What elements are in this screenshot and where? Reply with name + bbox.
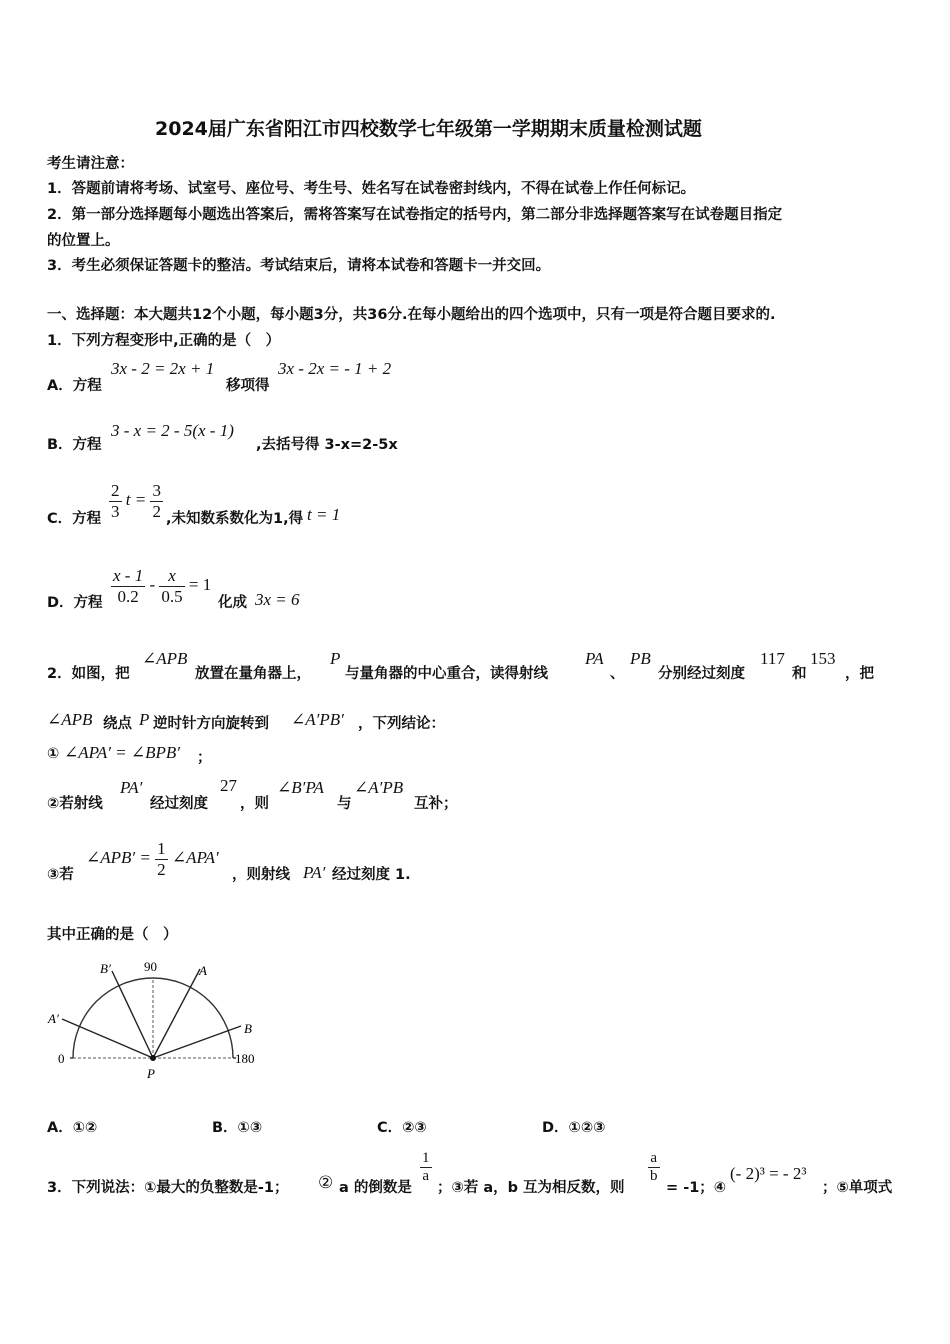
q2-c3-a: ③若 bbox=[47, 867, 74, 883]
label-b-prime: B′ bbox=[100, 961, 111, 976]
q1-option-c-expr bbox=[109, 481, 163, 521]
q1-option-c-rest: ,未知数系数化为1,得 bbox=[166, 511, 304, 527]
q1-option-d-expr bbox=[111, 566, 211, 606]
c-frac2-den: 2 bbox=[152, 501, 161, 521]
c-frac1-num: 2 bbox=[111, 481, 120, 500]
q3-frac-a-over-b bbox=[648, 1150, 660, 1186]
c3-rhs: ∠APA′ bbox=[171, 847, 219, 867]
label-90: 90 bbox=[144, 959, 157, 974]
q2-c1-circ: ① bbox=[47, 746, 60, 762]
q2-l2-c: ，下列结论： bbox=[358, 716, 445, 732]
q1-option-b-rest: ,去括号得 3-x=2-5x bbox=[256, 437, 398, 453]
q3-part-e: = -1；④ bbox=[666, 1180, 727, 1196]
q2-part3: 与量角器的中心重合，读得射线 bbox=[345, 666, 548, 682]
q1-option-a-eq1: 3x - 2 = 2x + 1 bbox=[111, 359, 215, 378]
c-mid: t = bbox=[125, 489, 147, 509]
ray-pb bbox=[153, 1026, 241, 1058]
q2-c3-pa: PA′ bbox=[303, 863, 326, 882]
ray-pb-prime bbox=[112, 971, 153, 1058]
q1-option-a-label: A．方程 bbox=[47, 378, 102, 394]
q2-c3-b: ，则射线 bbox=[232, 867, 290, 883]
q1-option-d-rest: 化成 bbox=[218, 595, 247, 611]
q2-c2-value-27: 27 bbox=[220, 776, 237, 795]
q2-c2-c: ，则 bbox=[240, 796, 269, 812]
q2-c2-ang2: ∠A′PB bbox=[354, 778, 404, 797]
c3-frac-num: 1 bbox=[157, 839, 166, 858]
d-minus: - bbox=[149, 574, 156, 594]
q1-option-c-label: C．方程 bbox=[47, 511, 102, 527]
q2-option-c: C．②③ bbox=[377, 1120, 427, 1136]
q2-which: 其中正确的是（ ） bbox=[47, 927, 178, 943]
q2-option-a: A．①② bbox=[47, 1120, 98, 1136]
q2-angle-apb: ∠APB bbox=[142, 649, 188, 668]
page-title: 2024届广东省阳江市四校数学七年级第一学期期末质量检测试题 bbox=[155, 118, 702, 140]
label-0: 0 bbox=[58, 1051, 65, 1066]
section-header: 一、选择题：本大题共12个小题，每小题3分，共36分.在每小题给出的四个选项中，只有一项是符合题目要求的. bbox=[47, 307, 776, 323]
q2-c3-c: 经过刻度 1. bbox=[332, 867, 411, 883]
d-frac1-num: x - 1 bbox=[113, 566, 144, 585]
q2-option-d: D．①②③ bbox=[542, 1120, 606, 1136]
q2-value-153: 153 bbox=[810, 649, 836, 668]
q3-g-num: a bbox=[648, 1150, 660, 1168]
q2-c2-pa: PA′ bbox=[120, 778, 143, 797]
notice-item-2a: 2．第一部分选择题每小题选出答案后，需将答案写在试卷指定的括号内，第二部分非选择题答案写在试卷题目指定 bbox=[47, 207, 783, 223]
q2-l2-b: 逆时针方向旋转到 bbox=[153, 716, 269, 732]
q2-c2-e: 互补； bbox=[414, 796, 458, 812]
q2-part4: 分别经过刻度 bbox=[658, 666, 745, 682]
q2-part1: 2．如图，把 bbox=[47, 666, 130, 682]
q2-l2-p: P bbox=[139, 710, 150, 729]
q2-point-p: P bbox=[330, 649, 341, 668]
ray-pa bbox=[153, 969, 200, 1058]
q1-option-d-result: 3x = 6 bbox=[255, 590, 300, 609]
q2-c1-eq: ∠APA′ = ∠BPB′ bbox=[64, 743, 181, 762]
q3-part-a: 3．下列说法：①最大的负整数是-1； bbox=[47, 1180, 289, 1196]
q2-c1-end: ； bbox=[197, 750, 212, 766]
q2-sep: 、 bbox=[610, 666, 625, 682]
q1-option-d-label: D．方程 bbox=[47, 595, 103, 611]
q2-c2-d: 与 bbox=[337, 796, 352, 812]
q3-f-num: 1 bbox=[420, 1150, 432, 1168]
q2-ray-pb: PB bbox=[630, 649, 651, 668]
q3-circ-2: ② bbox=[318, 1173, 334, 1192]
q3-part-f: ；⑤单项式 bbox=[822, 1180, 893, 1196]
q2-value-117: 117 bbox=[760, 649, 785, 668]
notice-heading: 考生请注意： bbox=[47, 156, 134, 172]
q3-power-expr: (- 2)³ = - 2³ bbox=[730, 1164, 807, 1183]
q1-option-a-mid: 移项得 bbox=[226, 378, 270, 394]
notice-item-3: 3．考生必须保证答题卡的整洁。考试结束后，请将本试卷和答题卡一并交回。 bbox=[47, 258, 551, 274]
q2-l2-angle2: ∠A′PB′ bbox=[291, 710, 344, 729]
label-a-prime: A′ bbox=[48, 1011, 59, 1026]
q2-l2-a: 绕点 bbox=[103, 716, 132, 732]
protractor-figure bbox=[40, 955, 280, 1085]
label-b: B bbox=[244, 1021, 252, 1036]
q2-l2-angle: ∠APB bbox=[47, 710, 93, 729]
q1-option-a-eq2: 3x - 2x = - 1 + 2 bbox=[278, 359, 392, 378]
point-p bbox=[150, 1055, 156, 1061]
notice-item-1: 1．答题前请将考场、试室号、座位号、考生号、姓名写在试卷密封线内，不得在试卷上作任何标记。 bbox=[47, 181, 696, 197]
c-frac2-num: 3 bbox=[152, 481, 161, 500]
q1-option-c-result: t = 1 bbox=[307, 505, 341, 524]
q2-c2-ang1: ∠B′PA bbox=[277, 778, 324, 797]
label-180: 180 bbox=[235, 1051, 255, 1066]
q3-f-den: a bbox=[422, 1168, 430, 1185]
q2-c2-b: 经过刻度 bbox=[150, 796, 208, 812]
d-frac2-den: 0.5 bbox=[161, 586, 183, 606]
q3-g-den: b bbox=[650, 1168, 658, 1185]
d-eq: = 1 bbox=[188, 574, 212, 594]
q1-stem: 1．下列方程变形中,正确的是（ ） bbox=[47, 333, 281, 349]
c3-frac-den: 2 bbox=[157, 859, 166, 879]
q1-option-b-label: B．方程 bbox=[47, 437, 102, 453]
label-p: P bbox=[147, 1066, 155, 1081]
q2-and: 和 bbox=[792, 666, 807, 682]
q1-option-b-eq: 3 - x = 2 - 5(x - 1) bbox=[111, 421, 234, 440]
d-frac2-num: x bbox=[159, 566, 184, 587]
q2-option-b: B．①③ bbox=[212, 1120, 263, 1136]
notice-item-2b: 的位置上。 bbox=[47, 233, 120, 249]
d-frac1-den: 0.2 bbox=[117, 586, 139, 606]
q2-c3-expr bbox=[86, 839, 219, 879]
q2-c2-a: ②若射线 bbox=[47, 796, 103, 812]
label-a: A bbox=[199, 963, 207, 978]
q2-ray-pa: PA bbox=[585, 649, 604, 668]
c3-lhs: ∠APB′ = bbox=[86, 847, 151, 867]
q2-part5: ，把 bbox=[845, 666, 874, 682]
q3-part-d: ；③若 a，b 互为相反数，则 bbox=[437, 1180, 625, 1196]
q3-part-c: a 的倒数是 bbox=[339, 1180, 412, 1196]
q2-part2: 放置在量角器上， bbox=[195, 666, 311, 682]
q3-frac-1-over-a bbox=[420, 1150, 432, 1186]
c-frac1-den: 3 bbox=[111, 501, 120, 521]
